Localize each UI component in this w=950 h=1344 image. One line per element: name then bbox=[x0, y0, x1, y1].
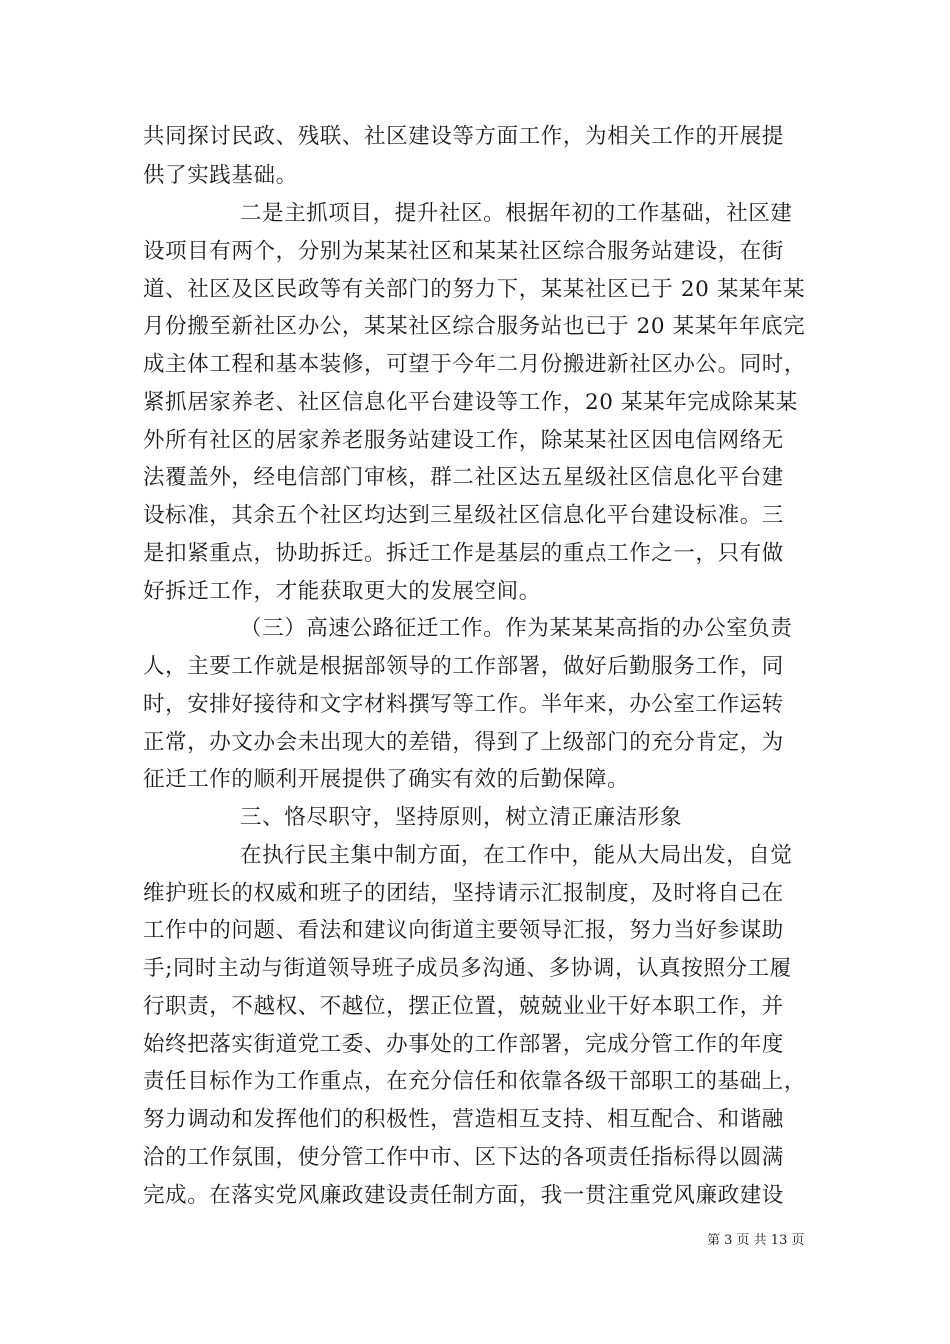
text-line: 成主体工程和基本装修，可望于今年二月份搬进新社区办公。同时， bbox=[143, 352, 807, 377]
text-line: 道、社区及区民政等有关部门的努力下，某某社区已于 20 某某年某 bbox=[143, 277, 806, 302]
text-line: 外所有社区的居家养老服务站建设工作，除某某社区因电信网络无 bbox=[143, 428, 784, 453]
text-line: 共同探讨民政、残联、社区建设等方面工作，为相关工作的开展提 bbox=[143, 124, 784, 149]
text-line: 正常，办文办会未出现大的差错，得到了上级部门的充分肯定，为 bbox=[143, 730, 784, 755]
text-line: 设项目有两个，分别为某某社区和某某社区综合服务站建设，在街 bbox=[143, 239, 784, 264]
text-line: 紧抓居家养老、社区信息化平台建设等工作，20 某某年完成除某某 bbox=[143, 390, 798, 415]
text-line: 是扣紧重点，协助拆迁。拆迁工作是基层的重点工作之一，只有做 bbox=[143, 541, 784, 566]
text-line: 供了实践基础。 bbox=[143, 163, 298, 188]
text-line: 法覆盖外，经电信部门审核，群二社区达五星级社区信息化平台建 bbox=[143, 465, 784, 490]
text-line: 努力调动和发挥他们的积极性，营造相互支持、相互配合、和谐融 bbox=[143, 1107, 784, 1132]
text-line: 时，安排好接待和文字材料撰写等工作。半年来，办公室工作运转 bbox=[143, 692, 784, 717]
text-line: 好拆迁工作，才能获取更大的发展空间。 bbox=[143, 579, 541, 604]
text-line: 月份搬至新社区办公，某某社区综合服务站也已于 20 某某年年底完 bbox=[143, 314, 806, 339]
text-line: 始终把落实街道党工委、办事处的工作部署，完成分管工作的年度 bbox=[143, 1032, 784, 1057]
text-line: 人，主要工作就是根据部领导的工作部署，做好后勤服务工作，同 bbox=[143, 654, 784, 679]
text-line: 二是主抓项目，提升社区。根据年初的工作基础，社区建 bbox=[240, 201, 793, 226]
text-line: 维护班长的权威和班子的团结，坚持请示汇报制度，及时将自己在 bbox=[143, 881, 784, 906]
text-line: 设标准，其余五个社区均达到三星级社区信息化平台建设标准。三 bbox=[143, 503, 784, 528]
text-line: 在执行民主集中制方面，在工作中，能从大局出发，自觉 bbox=[240, 843, 793, 868]
text-line: 洽的工作氛围，使分管工作中市、区下达的各项责任指标得以圆满 bbox=[143, 1145, 784, 1170]
text-line: （三）高速公路征迁工作。作为某某某高指的办公室负责 bbox=[240, 616, 793, 641]
text-line: 手;同时主动与街道领导班子成员多沟通、多协调，认真按照分工履 bbox=[143, 956, 792, 981]
text-line: 责任目标作为工作重点，在充分信任和依靠各级干部职工的基础上， bbox=[143, 1069, 807, 1094]
text-line: 行职责，不越权、不越位，摆正位置，兢兢业业干好本职工作，并 bbox=[143, 994, 784, 1019]
text-line: 工作中的问题、看法和建议向街道主要领导汇报，努力当好参谋助 bbox=[143, 918, 784, 943]
page-number-footer: 第 3 页 共 13 页 bbox=[707, 1233, 805, 1248]
text-line: 完成。在落实党风廉政建设责任制方面，我一贯注重党风廉政建设 bbox=[143, 1183, 784, 1208]
section-heading: 三、恪尽职守，坚持原则，树立清正廉洁形象 bbox=[240, 805, 683, 830]
text-line: 征迁工作的顺利开展提供了确实有效的后勤保障。 bbox=[143, 767, 630, 792]
